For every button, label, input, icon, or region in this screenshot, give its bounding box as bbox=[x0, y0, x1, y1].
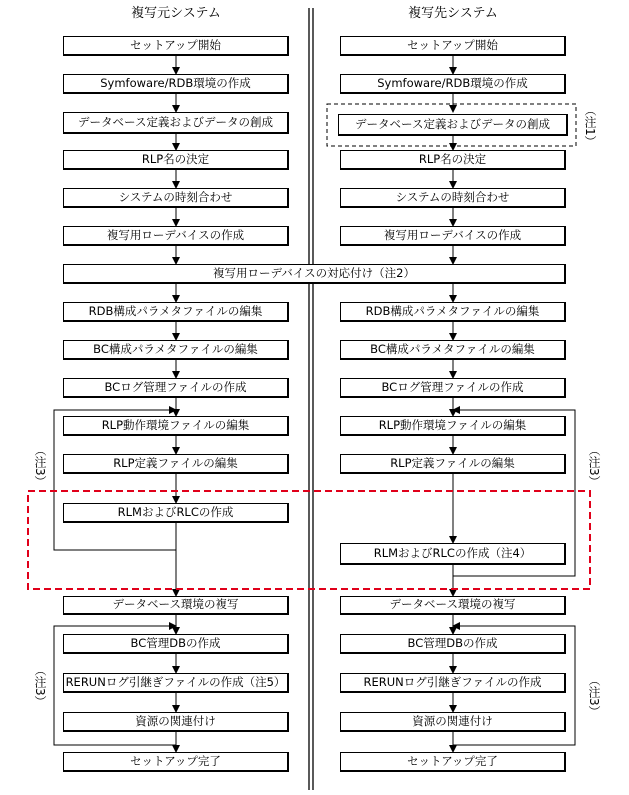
left-rlm-rlc: RLMおよびRLCの作成 bbox=[63, 503, 289, 523]
left-time-sync: システムの時刻合わせ bbox=[63, 188, 289, 208]
right-raw-device: 複写用ローデバイスの作成 bbox=[340, 226, 566, 246]
right-rerun-log: RERUNログ引継ぎファイルの作成 bbox=[340, 673, 566, 693]
left-bc-mgmt-db: BC管理DBの作成 bbox=[63, 634, 289, 654]
right-bc-log: BCログ管理ファイルの作成 bbox=[340, 378, 566, 398]
right-symfoware-env: Symfoware/RDB環境の作成 bbox=[340, 74, 566, 94]
right-bc-param: BC構成パラメタファイルの編集 bbox=[340, 340, 566, 360]
right-rlm-rlc: RLMおよびRLCの作成（注4） bbox=[340, 543, 566, 565]
note3-left-lower: （注3） bbox=[33, 664, 47, 708]
note3-right-lower: （注3） bbox=[587, 674, 601, 718]
left-rlp-def: RLP定義ファイルの編集 bbox=[63, 454, 289, 474]
right-time-sync: システムの時刻合わせ bbox=[340, 188, 566, 208]
left-resource-link: 資源の関連付け bbox=[63, 712, 289, 732]
left-raw-device: 複写用ローデバイスの作成 bbox=[63, 226, 289, 246]
left-setup-done: セットアップ完了 bbox=[63, 752, 289, 772]
left-setup-start: セットアップ開始 bbox=[63, 36, 289, 56]
left-bc-log: BCログ管理ファイルの作成 bbox=[63, 378, 289, 398]
left-db-definition: データベース定義およびデータの創成 bbox=[63, 112, 289, 134]
target-system-header: 複写先システム bbox=[408, 6, 498, 21]
right-db-copy: データベース環境の複写 bbox=[340, 596, 566, 615]
left-rlp-env: RLP動作環境ファイルの編集 bbox=[63, 416, 289, 436]
right-rdb-param: RDB構成パラメタファイルの編集 bbox=[340, 302, 566, 322]
right-db-definition: データベース定義およびデータの創成 bbox=[338, 114, 568, 136]
left-db-copy: データベース環境の複写 bbox=[63, 596, 289, 615]
right-rlp-env: RLP動作環境ファイルの編集 bbox=[340, 416, 566, 436]
left-symfoware-env: Symfoware/RDB環境の作成 bbox=[63, 74, 289, 94]
left-rerun-log: RERUNログ引継ぎファイルの作成（注5） bbox=[63, 673, 289, 693]
note3-right-upper: （注3） bbox=[587, 444, 601, 488]
left-rdb-param: RDB構成パラメタファイルの編集 bbox=[63, 302, 289, 322]
note1-label: （注1） bbox=[583, 104, 597, 148]
right-rlp-name: RLP名の決定 bbox=[340, 150, 566, 170]
shared-raw-device-map: 複写用ローデバイスの対応付け（注2） bbox=[63, 264, 566, 284]
left-bc-param: BC構成パラメタファイルの編集 bbox=[63, 340, 289, 360]
right-bc-mgmt-db: BC管理DBの作成 bbox=[340, 634, 566, 654]
right-setup-done: セットアップ完了 bbox=[340, 752, 566, 772]
source-system-header: 複写元システム bbox=[131, 6, 221, 21]
note3-left-upper: （注3） bbox=[33, 444, 47, 488]
right-setup-start: セットアップ開始 bbox=[340, 36, 566, 56]
right-rlp-def: RLP定義ファイルの編集 bbox=[340, 454, 566, 474]
right-resource-link: 資源の関連付け bbox=[340, 712, 566, 732]
left-rlp-name: RLP名の決定 bbox=[63, 150, 289, 170]
